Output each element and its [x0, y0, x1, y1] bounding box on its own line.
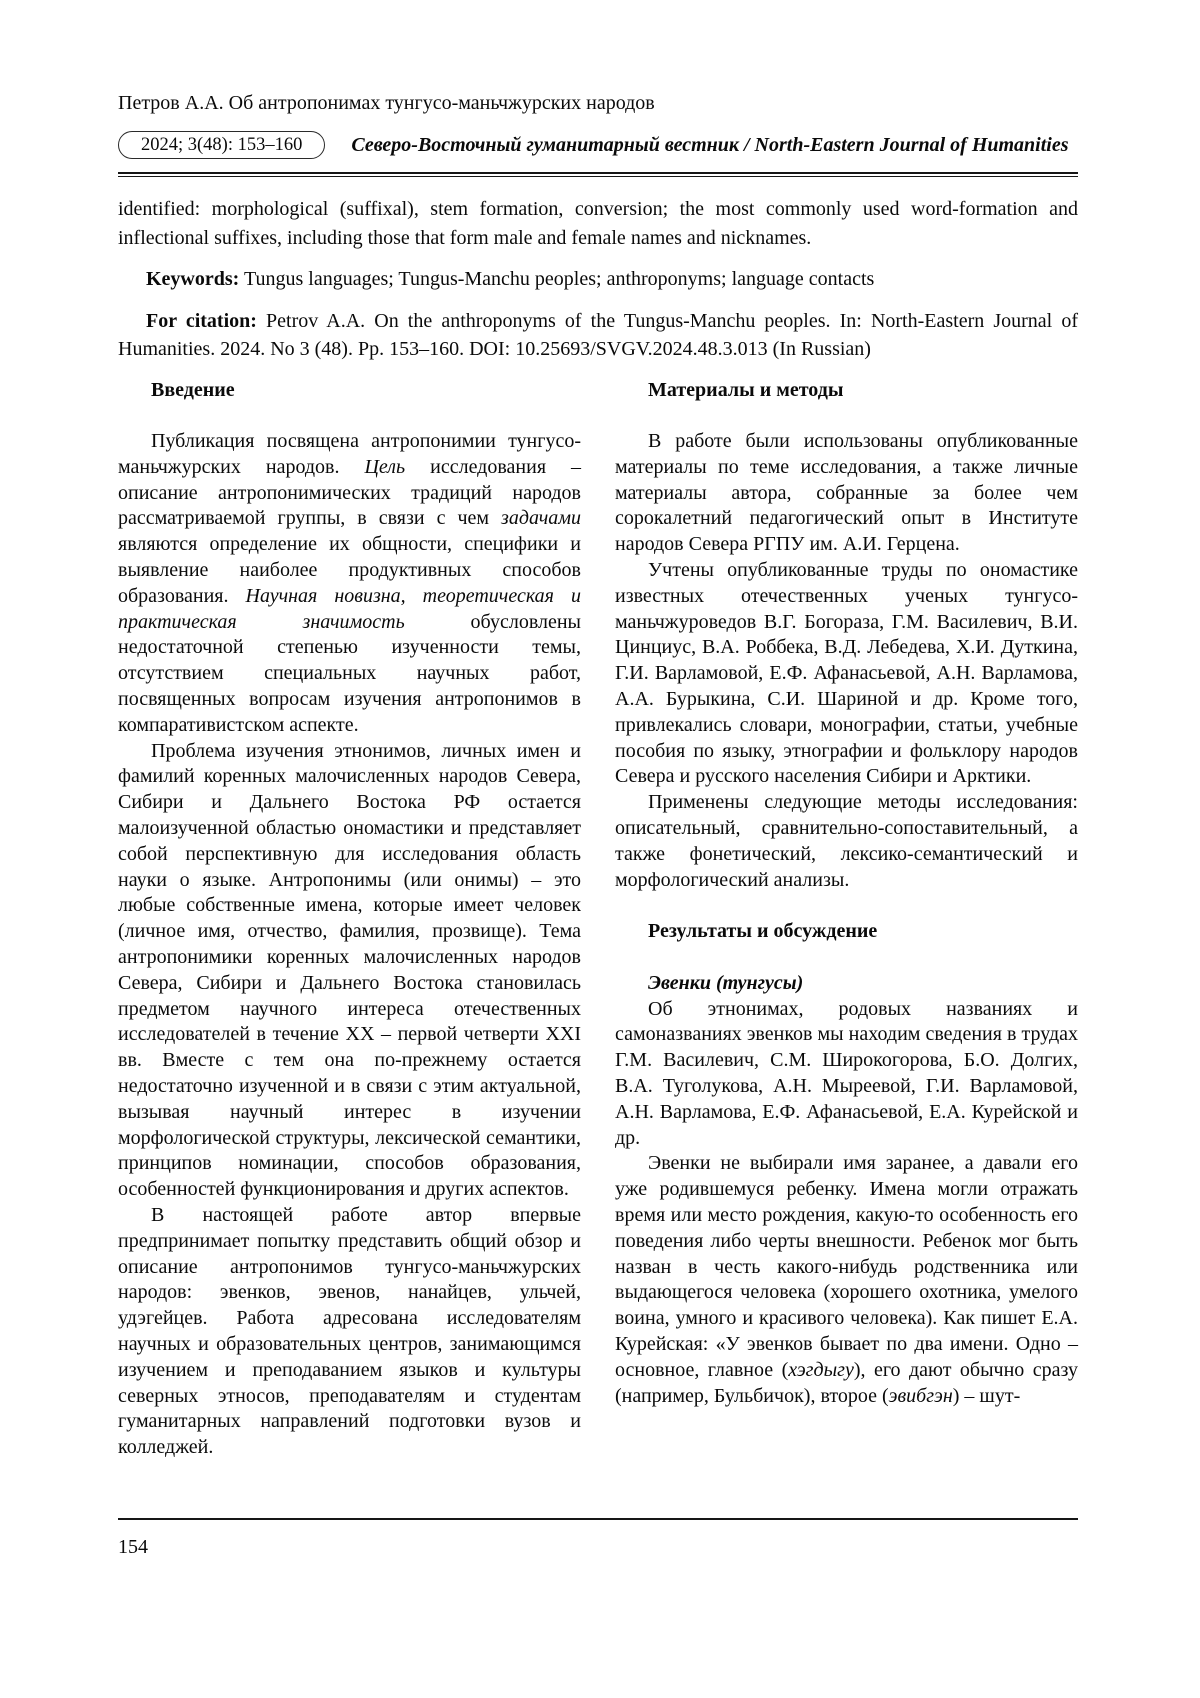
- paragraph: Эвенки не выбирали имя заранее, а давали его уже родившемуся ребенку. Имена могли отражать время или место рождения, какую-то особенность его поведения либо черты внешности. Ребенок мог быть назван в честь какого-нибудь родственника или выдающегося человека (хорошего охотника, умелого воина, умного и красивого человека). Как пишет Е.А. Курейская: «У эвенков бывает по два имени. Одно – основное, главное (хэгдыгу), его дают обычно сразу (например, Бульбичок), второе (эвибгэн) – шут-: [615, 1152, 1078, 1407]
- paragraph: Об этнонимах, родовых названиях и самоназваниях эвенков мы находим сведения в трудах Г.М. Василевич, С.М. Широкогорова, Б.О. Долгих, В.А. Туголукова, А.Н. Мыреевой, Г.И. Варламовой, А.Н. Варламова, Е.Ф. Афанасьевой, Е.А. Курейской и др.: [615, 997, 1078, 1149]
- keywords-label: Keywords:: [146, 268, 240, 290]
- section-heading: Материалы и методы: [648, 378, 844, 401]
- paragraph: Публикация посвящена антропонимии тунгусо-маньчжурских народов. Цель исследования – описание антропонимических традиций народов рассматриваемой группы, в связи с чем задачами являются определение их общности, специфики и выявление наиболее продуктивных способов образования. Научная новизна, теоретическая и практическая значимость обусловлены недостаточной степенью изученности темы, отсутствием специальных научных работ, посвященных вопросам изучения антропонимов в компаративистском аспекте.: [118, 430, 582, 736]
- citation-label: For citation:: [146, 309, 257, 332]
- left-column: [118, 378, 581, 1461]
- journal-title: Северо-Восточный гуманитарный вестник / North-Eastern Journal of Humanities: [351, 133, 1069, 156]
- paragraph: Проблема изучения этнонимов, личных имен и фамилий коренных малочисленных народов Севера, Сибири и Дальнего Востока РФ остается малоизученной областью ономастики и представляет собой перспективную для исследования область науки о языке. Антропонимы (или онимы) – это любые собственные имена, которые имеет человек (личное имя, отчество, фамилия, прозвище). Тема антропонимики коренных малочисленных народов Севера, Сибири и Дальнего Востока становилась предметом научного интереса отечественных исследователей в течение XX – первой четверти XXI вв. Вместе с тем она по-прежнему остается недостаточно изученной и в связи с этим актуальной, вызывая научный интерес в изучении морфологической структуры, лексической семантики, принципов номинации, способов образования, особенностей функционирования и других аспектов.: [118, 739, 581, 1201]
- footer-rule: [118, 1518, 1078, 1520]
- citation-line: [118, 307, 1078, 364]
- paragraph: В работе были использованы опубликованные материалы по теме исследования, а также личные материалы автора, собранные за более чем сорокалетний педагогический опыт в Институте народов Севера РГПУ им. А.И. Герцена.: [615, 430, 1078, 556]
- page-number: 154: [118, 1536, 148, 1558]
- paragraph: В настоящей работе автор впервые предпринимает попытку представить общий обзор и описание антропонимов тунгусо-маньчжурских народов: эвенков, эвенов, нанайцев, ульчей, удэгейцев. Работа адресована исследователям научных и образовательных центров, занимающимся изучением и преподаванием языков и культуры северных этносов, преподавателям и студентам гуманитарных направлений подготовки вузов и колледжей.: [118, 1204, 581, 1459]
- issue-badge: 2024; 3(48): 153–160: [118, 131, 325, 159]
- keywords-text: Tungus languages; Tungus-Manchu peoples; anthroponyms; language contacts: [243, 268, 875, 290]
- two-column-body: [118, 378, 1078, 1461]
- citation-text: Petrov A.A. On the anthroponyms of the Tungus-Manchu peoples. In: North-Eastern Journal of Humanities. 2024. No 3 (48). Pp. 153–160. DOI: 10.25693/SVGV.2024.48.3.013 (In Russian): [118, 309, 1078, 360]
- running-head: Петров А.А. Об антропонимах тунгусо-маньчжурских народов: [118, 92, 655, 114]
- right-column: [615, 378, 1078, 1461]
- page-header: [118, 92, 1078, 177]
- section-heading: Результаты и обсуждение: [648, 920, 878, 943]
- issue-row: [118, 130, 1078, 160]
- keywords-line: [118, 265, 1078, 294]
- section-heading: Введение: [151, 378, 235, 401]
- paragraph: Применены следующие методы исследования: описательный, сравнительно-сопоставительный, а также фонетический, лексико-семантический и морфологический анализы.: [615, 791, 1078, 891]
- abstract-continuation: identified: morphological (suffixal), stem formation, conversion; the most commonly used word-formation and inflectional suffixes, including those that form male and female names and nicknames.: [118, 198, 1078, 249]
- front-matter: [118, 195, 1078, 364]
- subsection-heading: Эвенки (тунгусы): [648, 971, 804, 994]
- paragraph: Учтены опубликованные труды по ономастике известных отечественных ученых тунгусо-маньчжуроведов В.Г. Богораза, Г.М. Василевич, В.И. Цинциус, В.А. Роббека, В.Д. Лебедева, Х.И. Дуткина, Г.И. Варламовой, Е.Ф. Афанасьевой, А.Н. Варламова, А.А. Бурыкина, С.И. Шариной и др. Кроме того, привлекались словари, монографии, статьи, учебные пособия по языку, этнографии и фольклору народов Севера и русского населения Сибири и Арктики.: [615, 559, 1078, 788]
- header-rule: [118, 172, 1078, 177]
